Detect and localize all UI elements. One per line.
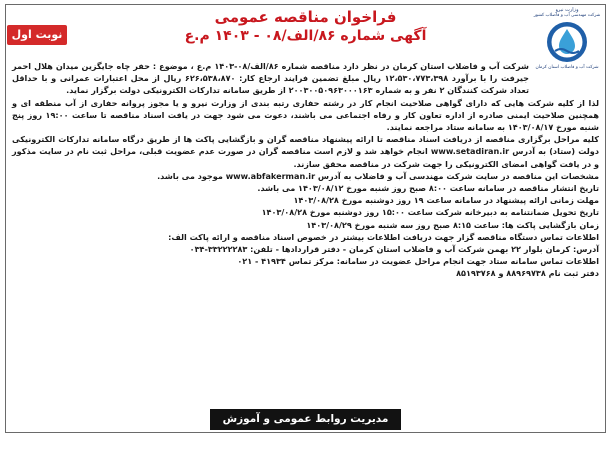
paragraph-eligibility: لذا از کلیه شرکت هایی که دارای گواهی صلاحیت انجام کار در رشته حفاری رتبه بندی از وزارت نیرو و یا مجوز پروانه حفاری از آب منطقه ای و همچنین صلاحیت ایمنی صادره از اداره تعاون کار و رفاه اجتماعی می باشند، دعوت می شود جهت در یافت اسناد مناقصه تا ساعت ۱۹:۰۰ روز پنج شنبه مورخ ۱۴۰۳/۰۸/۱۷ به سامانه ستاد مراجعه نمایند. <box>12 97 599 133</box>
website-text-b: موجود می باشد. <box>157 170 223 181</box>
line-publish-date: تاریخ انتشار مناقصه در سامانه ساعت ۸:۰۰ صبح روز شنبه مورخ ۱۴۰۳/۰۸/۱۲ می باشد. <box>257 183 599 194</box>
notice-title: فراخوان مناقصه عمومی <box>214 8 397 26</box>
footer-signature: مدیریت روابط عمومی و آموزش همگانی <box>210 409 401 430</box>
line-registration-office: دفتر ثبت نام ۸۸۹۶۹۷۳۸ و ۸۵۱۹۳۷۶۸ <box>456 268 599 279</box>
paragraph-subject: شرکت آب و فاضلاب استان کرمان در نظر دارد مناقصه شماره ۸۶/الف/۰۸-۱۴۰۳ م.ع ، موضوع : حفر چاه جایگزین میدان هلال احمر جیرفت را با برآورد ۱۲،۵۳۰،۷۷۳،۳۹۸ ریال مبلغ تضمین فرایند ارجاع کار: ۶۲۶،۵۳۸،۸۷۰ ریال از محل اعتبارات عمرانی و با حداقل تعداد شرکت کنندگان ۲ نفر و به شماره ۲۰۰۳۰۰۵۰۹۶۳۰۰۰۱۶۳ از طریق سامانه تدارکات الکترونیکی دولت برگزار نماید. <box>12 61 530 96</box>
line-guarantee-delivery: تاریخ تحویل ضمانتنامه به دبیرخانه شرکت ساعت ۱۵:۰۰ روز دوشنبه مورخ ۱۴۰۳/۰۸/۲۸ <box>261 207 599 218</box>
paragraph-website <box>12 170 599 182</box>
logo-ministry-sub: شرکت مهندسی آب و فاضلاب کشور <box>533 13 601 18</box>
title-block <box>130 8 481 45</box>
website-text-a: مشخصات این مناقصه در سایت شرکت مهندسی آب و فاضلاب به آدرس <box>317 170 599 181</box>
procedure-text-a: کلیه مراحل برگزاری مناقصه از دریافت اسناد مناقصه تا ارائه پیشنهاد مناقصه گران و بازگشایی پاکت ها از طریق درگاه سامانه تدارکات الکترونیکی دولت (ستاد) به آدرس <box>12 134 599 157</box>
abfa-link[interactable]: www.abfakerman.ir <box>225 170 316 181</box>
line-address: آدرس: کرمان بلوار ۲۲ بهمن شرکت آب و فاضلاب استان کرمان - دفتر قراردادها - تلفن: ۳۳۲۲۲۲۸۳-۰۳۴ <box>189 244 599 255</box>
logo-ministry: وزارت نیرو <box>555 7 579 13</box>
notice-number: آگهی شماره ۸۶/الف/۰۸ - ۱۴۰۳ م.ع <box>184 28 427 44</box>
procedure-text-b: انجام خواهد شد و لازم است مناقصه گران در صورت عدم عضویت قبلی، مراحل ثبت نام در سایت مذکور و در یافت گواهی امضای الکترونیکی را جهت شرکت در مناقصه محقق سازند. <box>12 146 599 169</box>
round-badge: نوبت اول <box>7 25 67 45</box>
line-bid-deadline: مهلت زمانی ارائه پیشنهاد در سامانه ساعت ۱۹ روز دوشنبه مورخ ۱۴۰۳/۰۸/۲۸ <box>293 195 599 206</box>
logo-caption: شرکت آب و فاضلاب استان کرمان <box>535 65 599 70</box>
setad-link[interactable]: www.setadiran.ir <box>430 146 510 157</box>
line-contact-heading: اطلاعات تماس دستگاه مناقصه گزار جهت دریافت اطلاعات بیشتر در خصوص اسناد مناقصه و ارائه پاکت الف: <box>168 231 599 242</box>
paragraph-procedure <box>12 133 599 170</box>
line-setad-contact: اطلاعات تماس سامانه ستاد جهت انجام مراحل عضویت در سامانه: مرکز تماس ۴۱۹۳۴ - ۰۲۱ <box>237 256 599 267</box>
line-opening-time: زمان بازگشایی پاکت ها: ساعت ۸:۱۵ صبح روز سه شنبه مورخ ۱۴۰۳/۰۸/۲۹ <box>306 219 599 230</box>
notice-body <box>12 60 599 280</box>
water-drop-icon <box>545 20 589 64</box>
